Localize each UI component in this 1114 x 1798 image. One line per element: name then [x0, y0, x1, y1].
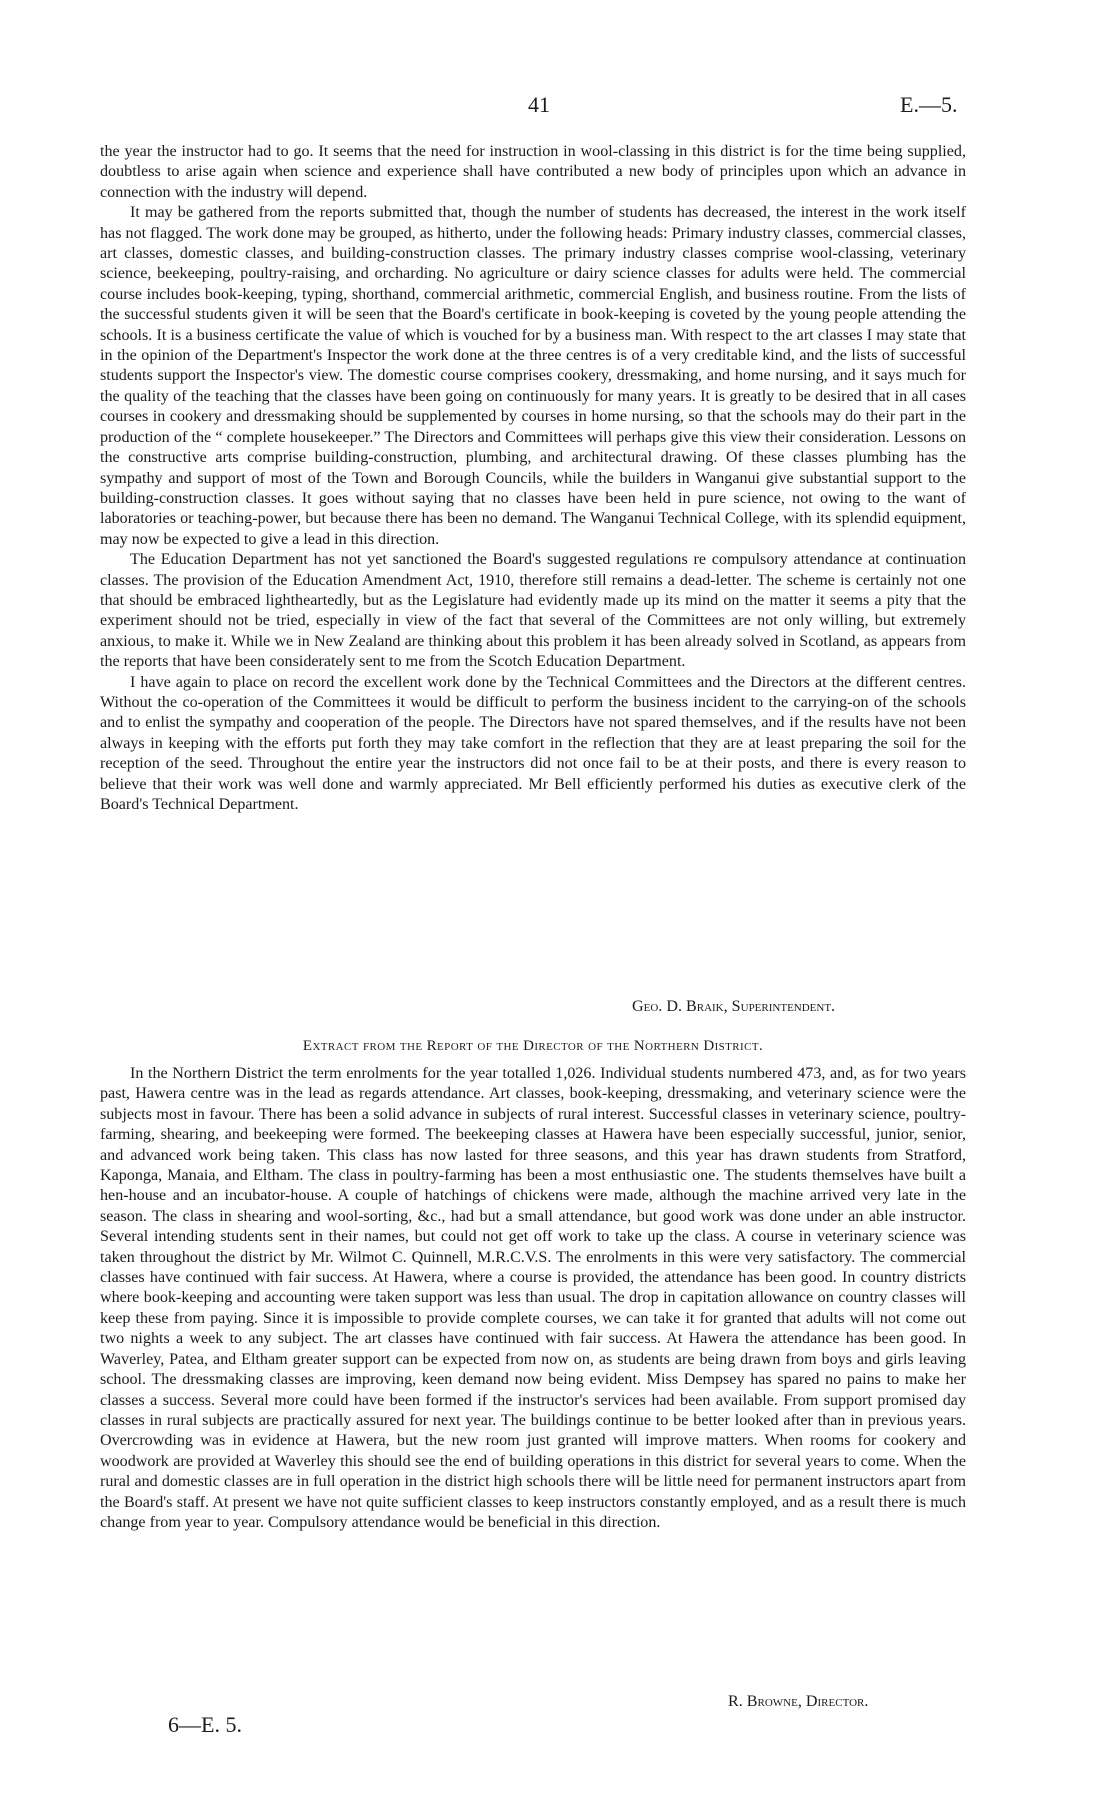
section-2-body [100, 1064, 966, 1533]
page-number: 41 [528, 92, 550, 117]
paragraph: It may be gathered from the reports submitted that, though the number of students has decreased, the interest in the work itself has not flagged. The work done may be grouped, as hitherto, under the following heads: Primary industry classes, commercial classes, art classes, domestic classes, and building-construction classes. The primary industry classes comprise wool-classing, veterinary science, beekeeping, poultry-raising, and orcharding. No agriculture or dairy science classes for adults were held. The commercial course includes book-keeping, typing, shorthand, commercial arithmetic, commercial English, and business routine. From the lists of the successful students given it will be seen that the Board's certificate in book-keeping is coveted by the young people attending the schools. It is a business certificate the value of which is vouched for by a business man. With respect to the art classes I may state that in the opinion of the Department's Inspector the work done at the three centres is of a very creditable kind, and the lists of successful students support the Inspector's view. The domestic course comprises cookery, dressmaking, and home nursing, and it says much for the quality of the teaching that the classes have been going on continuously for many years. It is greatly to be desired that in all cases courses in cookery and dressmaking should be supplemented by courses in home nursing, so that the schools may do their part in the production of the “ complete housekeeper.” The Directors and Committees will perhaps give this view their consideration. Lessons on the constructive arts comprise building-construction, plumbing, and architectural drawing. Of these classes plumbing has the sympathy and support of most of the Town and Borough Councils, while the builders in Wanganui give substantial support to the building-construction classes. It goes without saying that no classes have been held in pure science, not owing to the want of laboratories or teaching-power, but because there has been no demand. The Wanganui Technical College, with its splendid equipment, may now be expected to give a lead in this direction. [100, 204, 966, 548]
paragraph: I have again to place on record the excellent work done by the Technical Committees and the Directors at the different centres. Without the co-operation of the Committees it would be difficult to perform the business incident to the carrying-on of the schools and to enlist the sympathy and cooperation of the people. The Directors have not spared themselves, and if the results have not been always in keeping with the efforts put forth they may take comfort in the reflection that they are at least preparing the soil for the reception of the seed. Throughout the entire year the instructors did not once fail to be at their posts, and there is every reason to believe that their work was well done and warmly appreciated. Mr Bell efficiently performed his duties as executive clerk of the Board's Technical Department. [100, 673, 966, 813]
paragraph: The Education Department has not yet sanctioned the Board's suggested regulations re compulsory attendance at continuation classes. The provision of the Education Amendment Act, 1910, therefore still remains a dead-letter. The scheme is certainly not one that should be embraced lightheartedly, but as the Legislature had evidently made up its mind on the matter it seems a pity that the experiment should not be tried, especially in view of the fact that several of the Committees are not only willing, but extremely anxious, to make it. While we in New Zealand are thinking about this problem it has been already solved in Scotland, as appears from the reports that have been considerately sent to me from the Scotch Education Department. [100, 551, 966, 671]
document-reference: E.—5. [900, 92, 958, 117]
section-1-body [100, 142, 966, 815]
director-signature: R. Browne, Director. [728, 1693, 869, 1710]
superintendent-signature: Geo. D. Braik, Superintendent. [632, 998, 836, 1015]
signature-mark: 6—E. 5. [168, 1712, 242, 1737]
paragraph: the year the instructor had to go. It seems that the need for instruction in wool-classing in this district is for the time being supplied, doubtless to arise again when science and experience shall have contributed a new body of principles upon which an advance in connection with the industry will depend. [100, 143, 966, 201]
section-heading: Extract from the Report of the Director of the Northern District. [302, 1038, 764, 1054]
paragraph: In the Northern District the term enrolments for the year totalled 1,026. Individual students numbered 473, and, as for two years past, Hawera centre was in the lead as regards attendance. Art classes, book-keeping, dressmaking, and veterinary science were the subjects most in favour. There has been a solid advance in subjects of rural interest. Successful classes in veterinary science, poultry-farming, shearing, and beekeeping were formed. The beekeeping classes at Hawera have been especially successful, junior, senior, and advanced work being taken. This class has now lasted for three seasons, and this year has drawn students from Stratford, Kaponga, Manaia, and Eltham. The class in poultry-farming has been a most enthusiastic one. The students themselves have built a hen-house and an incubator-house. A couple of hatchings of chickens were made, although the machine arrived very late in the season. The class in shearing and wool-sorting, &c., had but a small attendance, but good work was done under an able instructor. Several intending students sent in their names, but could not get off work to take up the class. A course in veterinary science was taken throughout the district by Mr. Wilmot C. Quinnell, M.R.C.V.S. The enrolments in this were very satisfactory. The commercial classes have continued with fair success. At Hawera, where a course is provided, the attendance has been good. In country districts where book-keeping and accounting were taken support was less than usual. The drop in capitation allowance on country classes will keep these from paying. Since it is impossible to provide complete courses, we can take it for granted that adults will not come out two nights a week to any subject. The art classes have continued with fair success. At Hawera the attendance has been good. In Waverley, Patea, and Eltham greater support can be expected from now on, as students are being drawn from boys and girls leaving school. The dressmaking classes are improving, keen demand now being evident. Miss Dempsey has spared no pains to make her classes a success. Several more could have been formed if the instructor's services had been available. From support promised day classes in rural subjects are practically assured for next year. The buildings continue to be better looked after than in previous years. Overcrowding was in evidence at Hawera, but the new room just granted will improve matters. When rooms for cookery and woodwork are provided at Waverley this should see the end of building operations in this district for several years to come. When the rural and domestic classes are in full operation in the district high schools there will be little need for permanent instructors apart from the Board's staff. At present we have not quite sufficient classes to keep instructors constantly employed, and as a result there is much change from year to year. Compulsory attendance would be beneficial in this direction. [100, 1065, 966, 1531]
